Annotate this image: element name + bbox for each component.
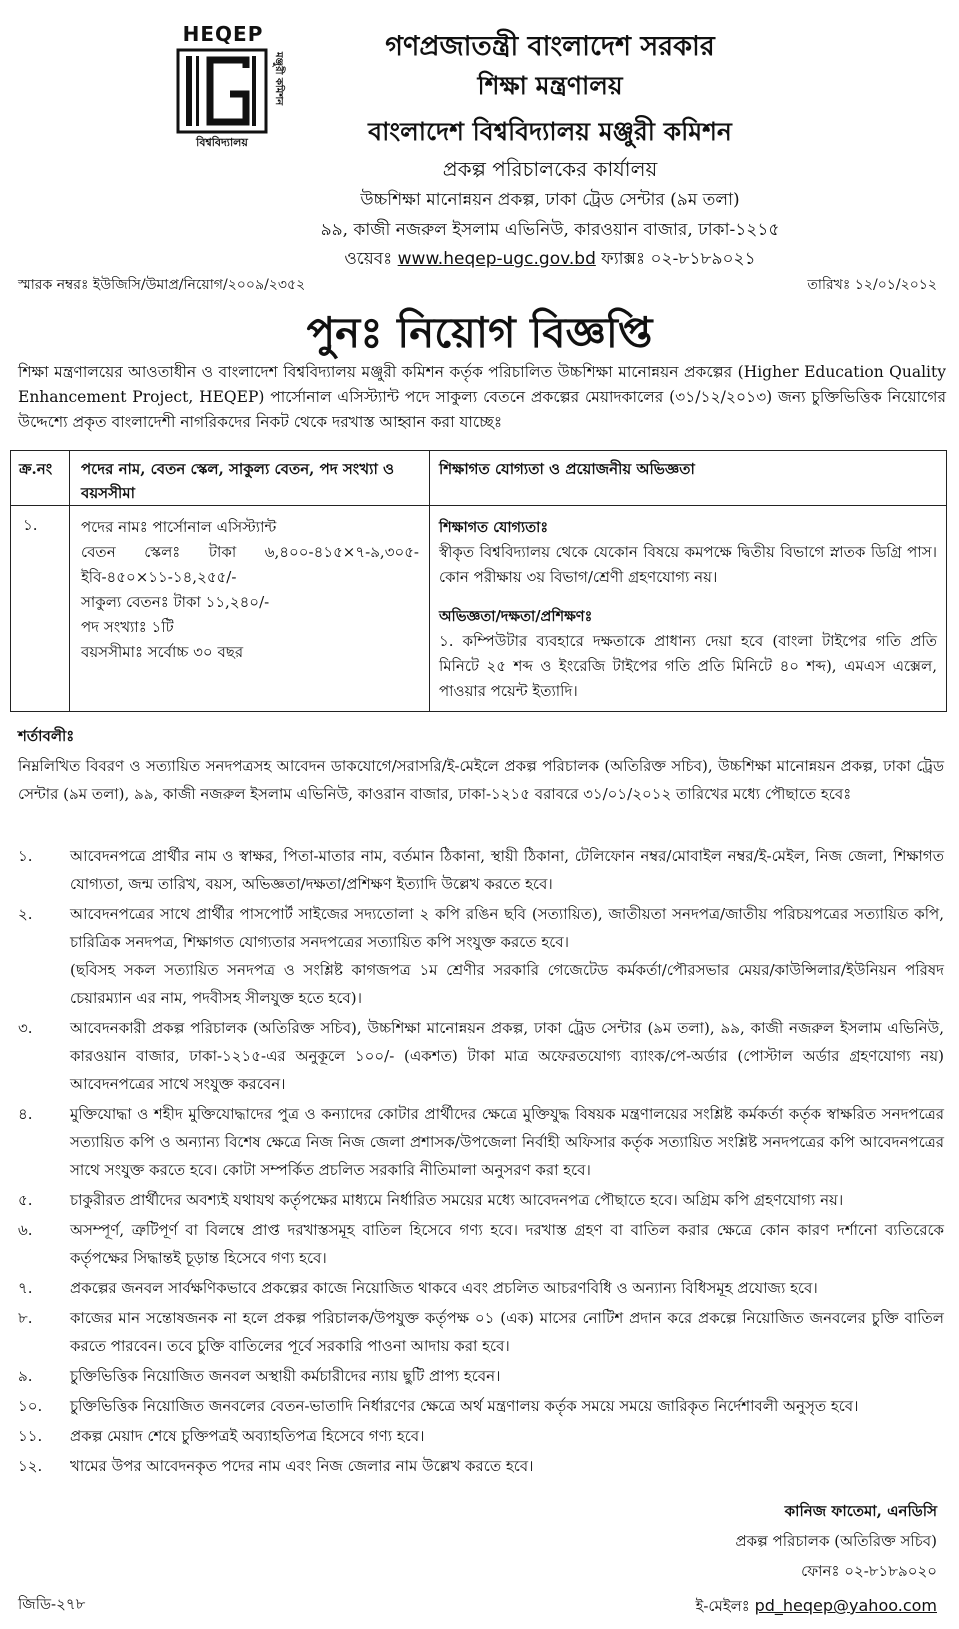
post-count: পদ সংখ্যাঃ ১টি — [81, 618, 174, 636]
government-title: গণপ্রজাতন্ত্রী বাংলাদেশ সরকার — [385, 31, 715, 62]
experience-text: ১. কম্পিউটার ব্যবহারে দক্ষতাকে প্রাধান্য দেয়া হবে (বাংলা টাইপের গতি প্রতি মিনিটে ২৫ শব্দ ও ইংরেজি টাইপের গতি প্রতি মিনিটে ৪০ শব্দ), এমএস এক্সেল, পাওয়ার পয়েন্ট ইত্যাদি। — [439, 632, 937, 700]
contact-line — [200, 246, 900, 274]
logo-text: HEQEP — [182, 22, 264, 46]
list-item: ১. আবেদনপত্রে প্রার্থীর নাম ও স্বাক্ষর, পিতা-মাতার নাম, বর্তমান ঠিকানা, স্থায়ী ঠিকানা, টেলিফোন নম্বর/মোবাইল নম্বর/ই-মেইল, নিজ জেলা, শিক্ষাগত যোগ্যতা, জন্ম তারিখ, বয়স, অভিজ্ঞতা/দক্ষতা/প্রশিক্ষণ ইত্যাদি উল্লেখ করতে হবে। — [18, 847, 944, 893]
post-name: পদের নামঃ পার্সোনাল এসিস্ট্যান্ট — [81, 518, 277, 536]
signatory-phone: ফোনঃ ০২-৮১৮৯০২০ — [801, 1562, 937, 1580]
list-item: ৪. মুক্তিযোদ্ধা ও শহীদ মুক্তিযোদ্ধাদের পুত্র ও কন্যাদের কোটার প্রার্থীদের ক্ষেত্রে মুক্তিযুদ্ধ বিষয়ক মন্ত্রণালয়ের সংশ্লিষ্ট কর্মকর্তা কর্তৃক স্বাক্ষরিত সনদপত্রের সত্যায়িত কপি ও অন্যান্য বিশেষ ক্ষেত্রে নিজ নিজ জেলা প্রশাসক/উপজেলা নির্বাহী অফিসার কর্তৃক সত্যায়িত সংশ্লিষ্ট সনদপত্রের কপি আবেদনপত্রের সাথে সংযুক্ত করতে হবে। কোটা সম্পর্কিত প্রচলিত সরকারি নীতিমালা অনুসরণ করা হবে। — [18, 1105, 944, 1179]
conditions-heading: শর্তাবলীঃ — [18, 727, 75, 745]
table-divider — [429, 451, 430, 711]
list-item: ১২. খামের উপর আবেদনকৃত পদের নাম এবং নিজ জেলার নাম উল্লেখ করতে হবে। — [18, 1457, 534, 1475]
ministry-title: শিক্ষা মন্ত্রণালয় — [477, 71, 623, 100]
intro-paragraph: শিক্ষা মন্ত্রণালয়ের আওতাধীন ও বাংলাদেশ বিশ্ববিদ্যালয় মঞ্জুরী কমিশন কর্তৃক পরিচালিত উচ্চশিক্ষা মানোন্নয়ন প্রকল্পের (Higher Education Quality Enhancement Project, HEQEP) পার্সোনাল এসিস্ট্যান্ট পদে সাকুল্য বেতনে প্রকল্পের মেয়াদকালের (৩১/১২/২০১৩) জন্য চুক্তিভিত্তিক নিয়োগের উদ্দেশ্যে প্রকৃত বাংলাদেশী নাগরিকদের নিকট থেকে দরখাস্ত আহ্বান করা যাচ্ছেঃ — [18, 363, 946, 431]
post-table — [10, 450, 947, 712]
table-divider — [69, 451, 70, 711]
notice-date: তারিখঃ ১২/০১/২০১২ — [807, 277, 937, 293]
qualification-cell — [439, 515, 937, 704]
conditions-intro: নিম্নলিখিত বিবরণ ও সত্যায়িত সনদপত্রসহ আবেদন ডাকযোগে/সরাসরি/ই-মেইলে প্রকল্প পরিচালক (অতিরিক্ত সচিব), উচ্চশিক্ষা মানোন্নয়ন প্রকল্প, ঢাকা ট্রেড সেন্টার (৯ম তলা), ৯৯, কাজী নজরুল ইসলাম এভিনিউ, কাওরান বাজার, ঢাকা-১২১৫ বরাবরে ৩১/০১/২০১২ তারিখের মধ্যে পৌছাতে হবেঃ — [18, 757, 944, 803]
list-item: ৬. অসম্পূর্ণ, ত্রুটিপূর্ণ বা বিলম্বে প্রাপ্ত দরখাস্তসমূহ বাতিল হিসেবে গণ্য হবে। দরখাস্ত গ্রহণ বা বাতিল করার ক্ষেত্রে কোন কারণ দর্শানো ব্যতিরেকে কর্তৃপক্ষের সিদ্ধান্তই চূড়ান্ত হিসেবে গণ্য হবে। — [18, 1221, 944, 1267]
age-limit: বয়সসীমাঃ সর্বোচ্চ ৩০ বছর — [81, 643, 244, 661]
consolidated-salary: সাকুল্য বেতনঃ টাকা ১১,২৪০/- — [81, 593, 270, 611]
list-item: ৮. কাজের মান সন্তোষজনক না হলে প্রকল্প পরিচালক/উপযুক্ত কর্তৃপক্ষ ০১ (এক) মাসের নোটিশ প্রদান করে প্রকল্পে নিয়োজিত জনবলের চুক্তি বাতিল করতে পারবেন। তবে চুক্তি বাতিলের পূর্বে সরকারি পাওনা আদায় করা হবে। — [18, 1309, 944, 1355]
col-qualification-header: শিক্ষাগত যোগ্যতা ও প্রয়োজনীয় অভিজ্ঞতা — [439, 460, 695, 478]
table-divider — [11, 505, 946, 506]
logo-caption: বিশ্ববিদ্যালয় — [196, 136, 248, 149]
experience-heading: অভিজ্ঞতা/দক্ষতা/প্রশিক্ষণঃ — [439, 608, 593, 625]
notice-title: পুনঃ নিয়োগ বিজ্ঞপ্তি — [306, 308, 653, 357]
conditions-list — [18, 842, 944, 1482]
gd-number: জিডি-২৭৮ — [18, 1595, 86, 1613]
pay-scale: বেতন স্কেলঃ টাকা ৬,৪০০-৪১৫×৭-৯,৩০৫-ইবি-৪৫০×১১-১৪,২৫৫/- — [81, 543, 419, 586]
list-item: ১০. চুক্তিভিত্তিক নিয়োজিত জনবলের বেতন-ভাতাদি নির্ধারণের ক্ষেত্রে অর্থ মন্ত্রণালয় কর্তৃক সময়ে সময়ে জারিকৃত নির্দেশাবলী অনুসৃত হবে। — [18, 1397, 859, 1415]
list-item: ৭. প্রকল্পের জনবল সার্বক্ষণিকভাবে প্রকল্পের কাজে নিয়োজিত থাকবে এবং প্রচলিত আচরণবিধি ও অন্যান্য বিধিসমূহ প্রযোজ্য হবে। — [18, 1279, 818, 1297]
signatory-email-line — [696, 1595, 937, 1620]
web-label: ওয়েবঃ — [344, 249, 393, 269]
education-text: স্বীকৃত বিশ্ববিদ্যালয় থেকে যেকোন বিষয়ে কমপক্ষে দ্বিতীয় বিভাগে স্নাতক ডিগ্রি পাস। কোন পরীক্ষায় ৩য় বিভাগ/শ্রেণী গ্রহণযোগ্য নয়। — [439, 543, 937, 586]
list-item: ১১. প্রকল্প মেয়াদ শেষে চুক্তিপত্রই অব্যাহতিপত্র হিসেবে গণ্য হবে। — [18, 1427, 425, 1445]
list-item: ২. আবেদনপত্রের সাথে প্রার্থীর পাসপোর্ট সাইজের সদ্যতোলা ২ কপি রঙিন ছবি (সত্যায়িত), জাতীয়তা সনদপত্র/জাতীয় পরিচয়পত্রের সত্যায়িত কপি, চারিত্রিক সনদপত্র, শিক্ষাগত যোগ্যতার সনদপত্রের সত্যায়িত কপি সংযুক্ত করতে হবে। (ছবিসহ সকল সত্যায়িত সনদপত্র ও সংশ্লিষ্ট কাগজপত্র ১ম শ্রেণীর সরকারি গেজেটেড কর্মকর্তা/পৌরসভার মেয়র/কাউন্সিলার/ইউনিয়ন পরিষদ চেয়ারম্যান এর নাম, পদবীসহ সীলযুক্ত হতে হবে)। — [18, 905, 944, 1007]
email-label: ই-মেইলঃ — [695, 1597, 750, 1615]
list-item: ৫. চাকুরীরত প্রার্থীদের অবশ্যই যথাযথ কর্তৃপক্ষের মাধ্যমে নির্ধারিত সময়ের মধ্যে আবেদনপত্র পৌছাতে হবে। অগ্রিম কপি গ্রহণযোগ্য নয়। — [18, 1191, 844, 1209]
project-address-line: উচ্চশিক্ষা মানোন্নয়ন প্রকল্প, ঢাকা ট্রেড সেন্টার (৯ম তলা) — [360, 190, 740, 210]
commission-title: বাংলাদেশ বিশ্ববিদ্যালয় মঞ্জুরী কমিশন — [368, 117, 732, 146]
list-item: ৩. আবেদনকারী প্রকল্প পরিচালক (অতিরিক্ত সচিব), উচ্চশিক্ষা মানোন্নয়ন প্রকল্প, ঢাকা ট্রেড সেন্টার (৯ম তলা), ৯৯, কাজী নজরুল ইসলাম এভিনিউ, কারওয়ান বাজার, ঢাকা-১২১৫-এর অনুকূলে ১০০/- (একশত) টাকা মাত্র অফেরতযোগ্য ব্যাংক/পে-অর্ডার (পোস্টাল অর্ডার গ্রহণযোগ্য নয়) আবেদনপত্রের সাথে সংযুক্ত করবেন। — [18, 1019, 944, 1093]
post-details-cell — [81, 515, 419, 665]
website-link[interactable]: www.heqep-ugc.gov.bd — [397, 249, 596, 269]
fax-number: ফ্যাক্সঃ ০২-৮১৮৯০২১ — [601, 249, 756, 269]
row-serial: ১. — [23, 516, 38, 534]
signatory-designation: প্রকল্প পরিচালক (অতিরিক্ত সচিব) — [735, 1532, 937, 1550]
list-item: ৯. চুক্তিভিত্তিক নিয়োজিত জনবল অস্থায়ী কর্মচারীদের ন্যায় ছুটি প্রাপ্য হবেন। — [18, 1367, 501, 1385]
col-serial-header: ক্র.নং — [19, 460, 53, 478]
education-heading: শিক্ষাগত যোগ্যতাঃ — [439, 519, 549, 536]
signatory-name: কানিজ ফাতেমা, এনডিসি — [784, 1502, 937, 1520]
office-title: প্রকল্প পরিচালকের কার্যালয় — [442, 157, 658, 181]
memo-number: স্মারক নম্বরঃ ইউজিসি/উমাপ্র/নিয়োগ/২০০৯/২৩৫২ — [18, 277, 306, 293]
logo-side-text: মঞ্জুরী কমিশন — [273, 52, 284, 106]
col-post-header: পদের নাম, বেতন স্কেল, সাকুল্য বেতন, পদ সংখ্যা ও বয়সসীমা — [81, 460, 395, 502]
street-address-line: ৯৯, কাজী নজরুল ইসলাম এভিনিউ, কারওয়ান বাজার, ঢাকা-১২১৫ — [320, 220, 780, 240]
email-link[interactable]: pd_heqep@yahoo.com — [754, 1596, 937, 1615]
